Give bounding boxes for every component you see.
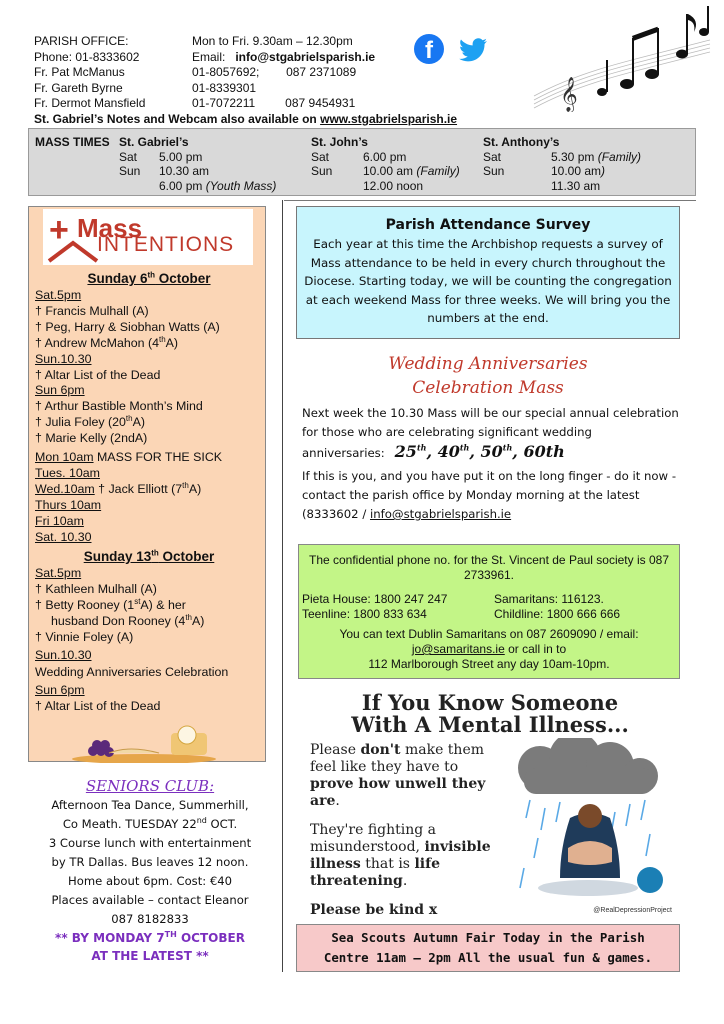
intentions-week-1: [35, 269, 263, 546]
intention-text: † Jack Elliott (7: [94, 481, 183, 496]
samaritans-address: 112 Marlborough Street any day 10am-10pm.: [368, 657, 610, 672]
seniors-line: Places available – contact Eleanor: [51, 893, 249, 907]
priest-phone: 01-8057692; 087 2371089: [192, 65, 357, 80]
intention-text: A): [188, 481, 202, 496]
poster-emphasis: don't: [360, 742, 401, 758]
seniors-text: OCT.: [206, 817, 238, 831]
poster-text: .: [335, 793, 340, 809]
wedding-title-line: Celebration Mass: [412, 378, 564, 398]
seniors-line: Afternoon Tea Dance, Summerhill,: [51, 798, 249, 812]
mass-intentions-logo: [43, 209, 253, 265]
wedding-title: [296, 352, 680, 400]
intention-item: [35, 415, 263, 431]
mass-slot: Sun 6pm: [35, 683, 85, 698]
mass-slot: Sat.5pm: [35, 288, 82, 302]
logo-word-mass: Mass: [77, 213, 143, 243]
samaritans-text: [302, 627, 676, 658]
webcam-note: [34, 112, 554, 128]
seniors-title-colon: :: [209, 777, 215, 795]
church-name: St. Anthony’s: [483, 135, 560, 149]
helplines-box: [298, 544, 680, 679]
website-link[interactable]: www.stgabrielsparish.ie: [320, 111, 458, 126]
seniors-title: [30, 776, 270, 796]
helpline: Childline: 1800 666 666: [494, 607, 621, 622]
mass-slot: Mon 10am: [35, 450, 94, 465]
email-link[interactable]: info@stgabrielsparish.ie: [369, 507, 512, 521]
sunday-heading: [35, 547, 263, 566]
sea-scouts-box: [296, 924, 680, 972]
mass-day: Sun: [119, 164, 141, 178]
wedding-paragraph: [302, 467, 682, 524]
logo-word-intentions: INTENTIONS: [97, 233, 235, 256]
wedding-paragraph: [302, 404, 682, 463]
intention-item: † Arthur Bastible Month’s Mind: [35, 399, 203, 414]
mass-slot: Sun.10.30: [35, 647, 92, 662]
svp-phone: The confidential phone no. for the St. Vincent de Paul society is 087 2733961.: [308, 553, 669, 583]
wedding-body: [302, 404, 682, 524]
seniors-line: Home about 6pm. Cost: €40: [68, 874, 232, 888]
mass-time-row: [483, 164, 683, 179]
helpline-row: [302, 607, 676, 622]
ordinal: th: [158, 334, 166, 344]
weekday-mass: [35, 482, 263, 498]
communion-chalice-image: [69, 725, 219, 763]
ordinal: st: [134, 596, 141, 606]
mass-time: 5.00 pm: [159, 149, 203, 164]
poster-text: Please: [310, 742, 361, 758]
mass-time-row: [119, 150, 309, 165]
helpline: Samaritans: 116123.: [494, 591, 604, 606]
mass-intentions-panel: [28, 206, 266, 762]
mass-time: 6.00 pm: [159, 178, 206, 193]
ordinal: th: [459, 442, 470, 453]
priest-name: Fr. Gareth Byrne: [34, 80, 123, 95]
ordinal: th: [502, 442, 513, 453]
ordinal: th: [416, 442, 427, 453]
poster-heading: [310, 692, 670, 736]
scouts-line: Sea Scouts Autumn Fair Today in the Parish: [331, 930, 645, 945]
office-hours: Mon to Fri. 9.30am – 12.30pm: [192, 34, 353, 48]
ordinal: th: [151, 548, 159, 558]
mass-day: [119, 179, 159, 194]
anniv-num: 40: [437, 442, 460, 461]
priest-row: [34, 65, 554, 81]
attendance-survey-box: [296, 206, 680, 339]
church-name: St. Gabriel’s: [119, 135, 189, 149]
column-divider: [282, 200, 283, 972]
samaritans-email[interactable]: jo@samaritans.ie: [411, 642, 505, 657]
mass-note: ): [601, 164, 606, 178]
poster-emphasis: prove how unwell they are: [310, 776, 486, 809]
poster-text: They're fighting a misunderstood,: [310, 822, 437, 855]
mass-slot: Fri 10am: [35, 513, 84, 528]
mass-time: 11.30 am: [551, 178, 601, 193]
church-name: St. John’s: [311, 135, 368, 149]
church-st-gabriels: [119, 135, 309, 193]
intention-text: † Andrew McMahon (4: [35, 335, 159, 350]
intention-item: [35, 336, 263, 352]
intentions-week-2: [35, 547, 263, 715]
mass-slot: Sat.5pm: [35, 566, 82, 580]
mass-note: (Family): [416, 164, 460, 178]
poster-text: that is: [360, 856, 415, 872]
ordinal: th: [185, 612, 192, 622]
mass-time: 12.00 noon: [363, 178, 424, 193]
mass-slot: Tues. 10am: [35, 465, 100, 480]
intention-text: A): [192, 613, 205, 628]
priest-phone: 01-8339301: [192, 80, 257, 95]
ordinal: nd: [196, 816, 207, 826]
svg-text:𝄞: 𝄞: [560, 77, 578, 112]
intention-item: † Kathleen Mulhall (A): [35, 581, 157, 596]
priest-name: Fr. Dermot Mansfield: [34, 96, 146, 111]
intention-item: [35, 598, 263, 614]
poster-paragraph: [310, 742, 500, 810]
anniv-num: 60th: [523, 442, 565, 461]
mass-time-row: [311, 179, 481, 194]
wedding-text: Next week the 10.30 Mass will be our special annual celebration for those who are celebrating significant wedding anniversaries:: [302, 406, 679, 460]
intention-text: A): [165, 335, 179, 350]
seniors-title-text: SENIORS CLUB: [85, 777, 210, 795]
intention-text: A): [132, 415, 145, 430]
survey-body: Each year at this time the Archbishop requests a survey of Mass attendance to be held in every church throughout the Diocese. Starting today, we will be counting the congregation at each weekend Mass for three weeks. We will bring you the numbers at the end.: [304, 237, 672, 326]
priest-phone: 01-7072211 087 9454931: [192, 96, 356, 111]
intention-text: A) & her: [140, 597, 186, 612]
music-notes-icon: [532, 4, 712, 112]
weekday-mass: [35, 450, 263, 466]
sunday-heading: [35, 269, 263, 288]
poster-closing: Please be kind x: [310, 902, 438, 918]
deadline-text: OCTOBER: [176, 931, 245, 945]
deadline-text: ** BY MONDAY 7: [55, 931, 165, 945]
mass-slot: Wed.10am: [35, 481, 95, 496]
mass-day: Sat: [311, 149, 330, 164]
sunday-month: October: [158, 549, 215, 564]
poster-paragraph: [310, 822, 500, 890]
seniors-line: [30, 815, 270, 834]
mass-time-row: [311, 150, 481, 165]
anniv-num: 25: [394, 442, 417, 461]
intention-item: † Altar List of the Dead: [35, 699, 161, 714]
helpline: Teenline: 1800 833 634: [302, 607, 427, 622]
poster-emphasis: invisible illness: [310, 839, 491, 872]
ordinal: TH: [164, 930, 177, 939]
seniors-deadline: [30, 929, 270, 947]
church-roof-icon: [47, 239, 99, 263]
email-label: Email:: [192, 49, 236, 64]
seniors-phone: 087 8182833: [111, 912, 189, 926]
intention-text: † Julia Foley (20: [35, 415, 126, 430]
facebook-icon[interactable]: f: [414, 34, 444, 64]
mass-time: 10.00 am: [363, 164, 417, 178]
intention-item: † Marie Kelly (2ndA): [35, 431, 148, 446]
intention-text: † Betty Rooney (1: [35, 597, 135, 612]
poster-heading-line: With A Mental Illness...: [351, 712, 629, 737]
sunday-date: Sunday 13: [83, 549, 152, 564]
mass-note: (Family): [597, 149, 642, 164]
survey-title: Parish Attendance Survey: [385, 217, 591, 233]
row-divider: [284, 200, 696, 201]
mass-times-panel: [28, 128, 696, 196]
intention-item: † Francis Mulhall (A): [35, 303, 149, 318]
mass-slot: Thurs 10am: [35, 497, 102, 512]
mass-slot: Sun.10.30: [35, 351, 92, 366]
scouts-line: Centre 11am – 2pm All the usual fun & games.: [323, 950, 653, 965]
office-email[interactable]: info@stgabrielsparish.ie: [235, 49, 376, 64]
anniversary-numbers: 25th, 40th, 50th, 60th: [394, 442, 565, 461]
mass-day: Sat: [119, 149, 138, 164]
seniors-line: 3 Course lunch with entertainment: [48, 836, 252, 850]
mass-time-row: [483, 179, 683, 194]
twitter-icon[interactable]: [458, 38, 488, 64]
priest-row: [34, 96, 554, 112]
ordinal: th: [147, 270, 156, 280]
mass-time: 6.00 pm: [363, 149, 407, 164]
priest-name: Fr. Pat McManus: [34, 65, 125, 80]
intention-item: [35, 614, 263, 630]
church-st-johns: [311, 135, 481, 193]
seniors-text: Co Meath. TUESDAY 22: [62, 817, 197, 831]
poster-body: [310, 742, 500, 919]
mass-slot: Sat. 10.30: [35, 529, 92, 544]
seniors-line: by TR Dallas. Bus leaves 12 noon.: [51, 855, 249, 869]
office-label: PARISH OFFICE:: [34, 34, 129, 48]
cross-icon: +: [49, 211, 69, 249]
samaritans-line: You can text Dublin Samaritans on 087 2609090 / email:: [339, 626, 639, 641]
seniors-deadline: AT THE LATEST **: [91, 949, 209, 963]
mass-slot: Sun 6pm: [35, 383, 85, 398]
intention-item: Wedding Anniversaries Celebration: [35, 665, 229, 680]
poster-emphasis: life threatening: [310, 856, 441, 889]
mass-day: Sun: [483, 164, 505, 178]
mass-day: [311, 179, 363, 194]
wedding-title-line: Wedding Anniversaries: [388, 354, 588, 374]
helpline-row: [302, 592, 676, 607]
office-phone: Phone: 01-8333602: [34, 49, 140, 64]
church-st-anthonys: [483, 135, 683, 193]
mass-time: 10.30 am: [159, 164, 210, 178]
intention-item: † Peg, Harry & Siobhan Watts (A): [35, 319, 220, 334]
intention-text: husband Don Rooney (4: [51, 613, 186, 628]
mass-time-row: [483, 150, 683, 165]
wedding-text: If this is you, and you have put it on the long finger - do it now - contact the parish office by Monday morning at the latest (8333602 /: [302, 469, 677, 521]
mass-day: Sun: [311, 164, 333, 178]
sunday-month: October: [155, 271, 211, 286]
rain-cloud-person-illustration: [500, 738, 670, 906]
mass-time-row: [119, 179, 309, 194]
mass-day: Sat: [483, 149, 502, 164]
poster-heading-line: If You Know Someone: [361, 690, 619, 715]
mental-illness-poster: [302, 688, 676, 916]
seniors-club: [30, 776, 270, 965]
intention-text: MASS FOR THE SICK: [93, 450, 223, 465]
ordinal: th: [182, 480, 189, 490]
priest-row: [34, 81, 554, 97]
mass-time-row: [311, 164, 481, 179]
intention-item: † Vinnie Foley (A): [35, 629, 134, 644]
mass-time-row: [119, 164, 309, 179]
poster-text: .: [402, 873, 408, 889]
sunday-date: Sunday 6: [87, 271, 148, 286]
mass-time: 10.00 am: [551, 164, 602, 178]
ordinal: th: [125, 414, 133, 424]
anniv-num: 50: [480, 442, 503, 461]
samaritans-line: or call in to: [504, 642, 567, 657]
poster-text: make them feel like they have to: [310, 742, 485, 775]
mass-times-title: MASS TIMES: [35, 135, 110, 149]
poster-credit: @RealDepressionProject: [593, 907, 672, 914]
mass-note: (Youth Mass): [205, 178, 277, 193]
intention-item: † Altar List of the Dead: [35, 367, 161, 382]
mass-time: 5.30 pm: [551, 149, 598, 164]
mass-day: [483, 179, 551, 194]
helpline: Pieta House: 1800 247 247: [302, 591, 448, 606]
webcam-note-text: St. Gabriel’s Notes and Webcam also available on: [34, 111, 321, 126]
